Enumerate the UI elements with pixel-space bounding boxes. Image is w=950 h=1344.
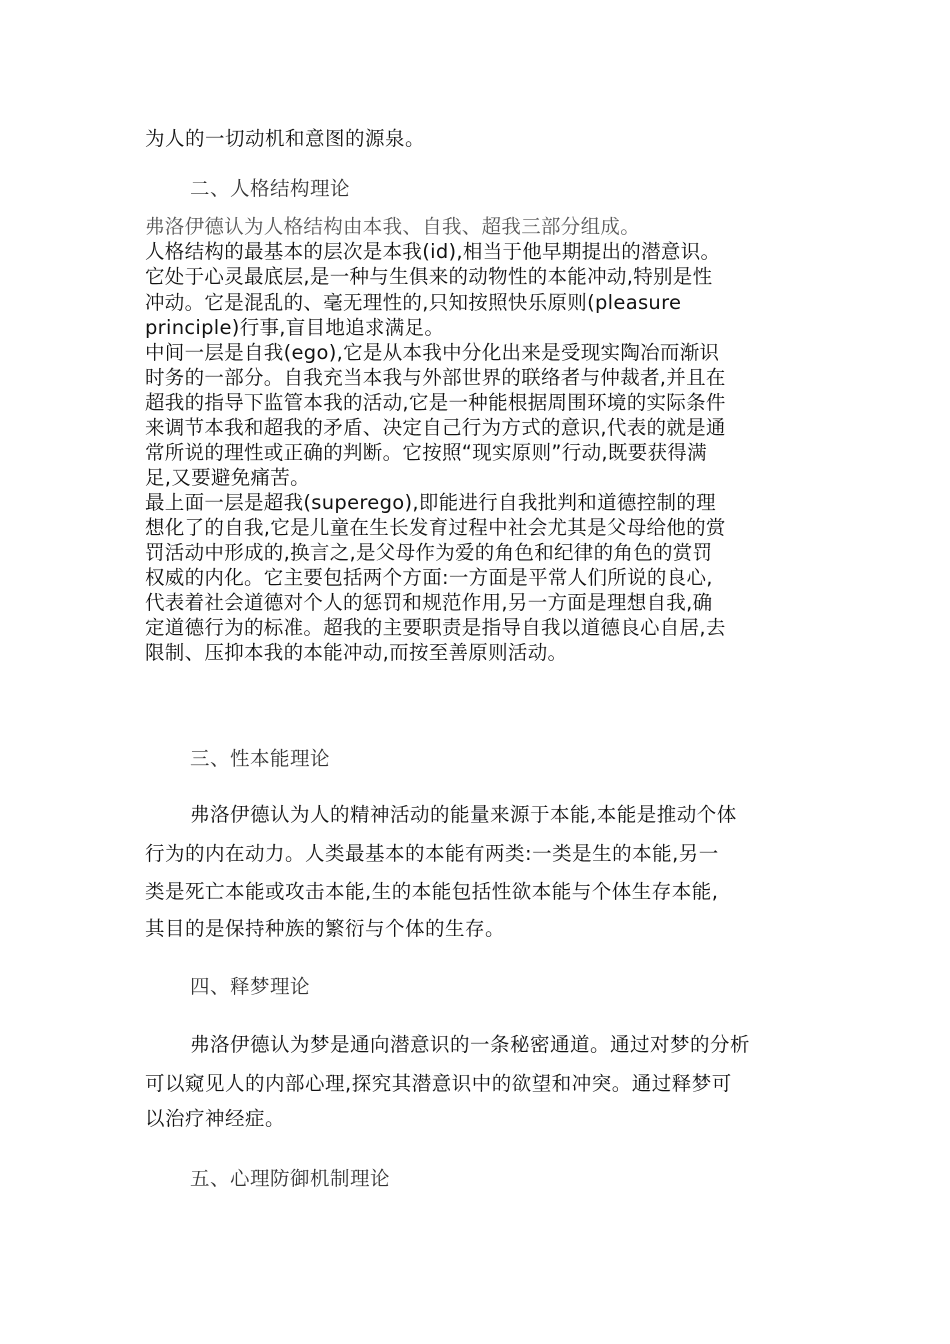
section2-line: 足,又要避免痛苦。 — [145, 466, 310, 489]
section2-line: 弗洛伊德认为人格结构由本我、自我、超我三部分组成。 — [145, 215, 641, 238]
section2-line: 权威的内化。它主要包括两个方面:一方面是平常人们所说的良心, — [145, 566, 713, 589]
section4-line: 以治疗神经症。 — [145, 1107, 286, 1130]
section2-line: principle)行事,盲目地追求满足。 — [145, 316, 445, 339]
section2-line: 罚活动中形成的,换言之,是父母作为爱的角色和纪律的角色的赏罚 — [145, 541, 713, 564]
section2-line: 限制、压抑本我的本能冲动,而按至善原则活动。 — [145, 641, 568, 664]
section2-line: 常所说的理性或正确的判断。它按照“现实原则”行动,既要获得满 — [145, 441, 707, 464]
section2-line: 人格结构的最基本的层次是本我(id),相当于他早期提出的潜意识。 — [145, 240, 721, 263]
section3-heading: 三、性本能理论 — [190, 747, 331, 770]
section2-line: 冲动。它是混乱的、毫无理性的,只知按照快乐原则(pleasure — [145, 291, 682, 314]
section2-line: 想化了的自我,它是儿童在生长发育过程中社会尤其是父母给他的赏 — [145, 516, 726, 539]
section5-heading: 五、心理防御机制理论 — [190, 1167, 391, 1190]
section2-line: 最上面一层是超我(superego),即能进行自我批判和道德控制的理 — [145, 491, 716, 514]
section3-line: 类是死亡本能或攻击本能,生的本能包括性欲本能与个体生存本能, — [145, 880, 719, 903]
section4-line: 弗洛伊德认为梦是通向潜意识的一条秘密通道。通过对梦的分析 — [190, 1033, 751, 1056]
section3-line: 弗洛伊德认为人的精神活动的能量来源于本能,本能是推动个体 — [190, 803, 737, 826]
intro-line: 为人的一切动机和意图的源泉。 — [145, 127, 426, 150]
section2-heading: 二、人格结构理论 — [190, 177, 351, 200]
section3-line: 行为的内在动力。人类最基本的本能有两类:一类是生的本能,另一 — [145, 842, 719, 865]
section2-line: 超我的指导下监管本我的活动,它是一种能根据周围环境的实际条件 — [145, 391, 726, 414]
section4-line: 可以窥见人的内部心理,探究其潜意识中的欲望和冲突。通过释梦可 — [145, 1072, 732, 1095]
section3-line: 其目的是保持种族的繁衍与个体的生存。 — [145, 917, 506, 940]
section2-line: 代表着社会道德对个人的惩罚和规范作用,另一方面是理想自我,确 — [145, 591, 713, 614]
section2-line: 时务的一部分。自我充当本我与外部世界的联络者与仲裁者,并且在 — [145, 366, 726, 389]
section2-line: 中间一层是自我(ego),它是从本我中分化出来是受现实陶冶而渐识 — [145, 341, 720, 364]
section2-line: 定道德行为的标准。超我的主要职责是指导自我以道德良心自居,去 — [145, 616, 726, 639]
section2-line: 它处于心灵最底层,是一种与生俱来的动物性的本能冲动,特别是性 — [145, 265, 713, 288]
section2-line: 来调节本我和超我的矛盾、决定自己行为方式的意识,代表的就是通 — [145, 416, 726, 439]
section4-heading: 四、释梦理论 — [190, 975, 311, 998]
